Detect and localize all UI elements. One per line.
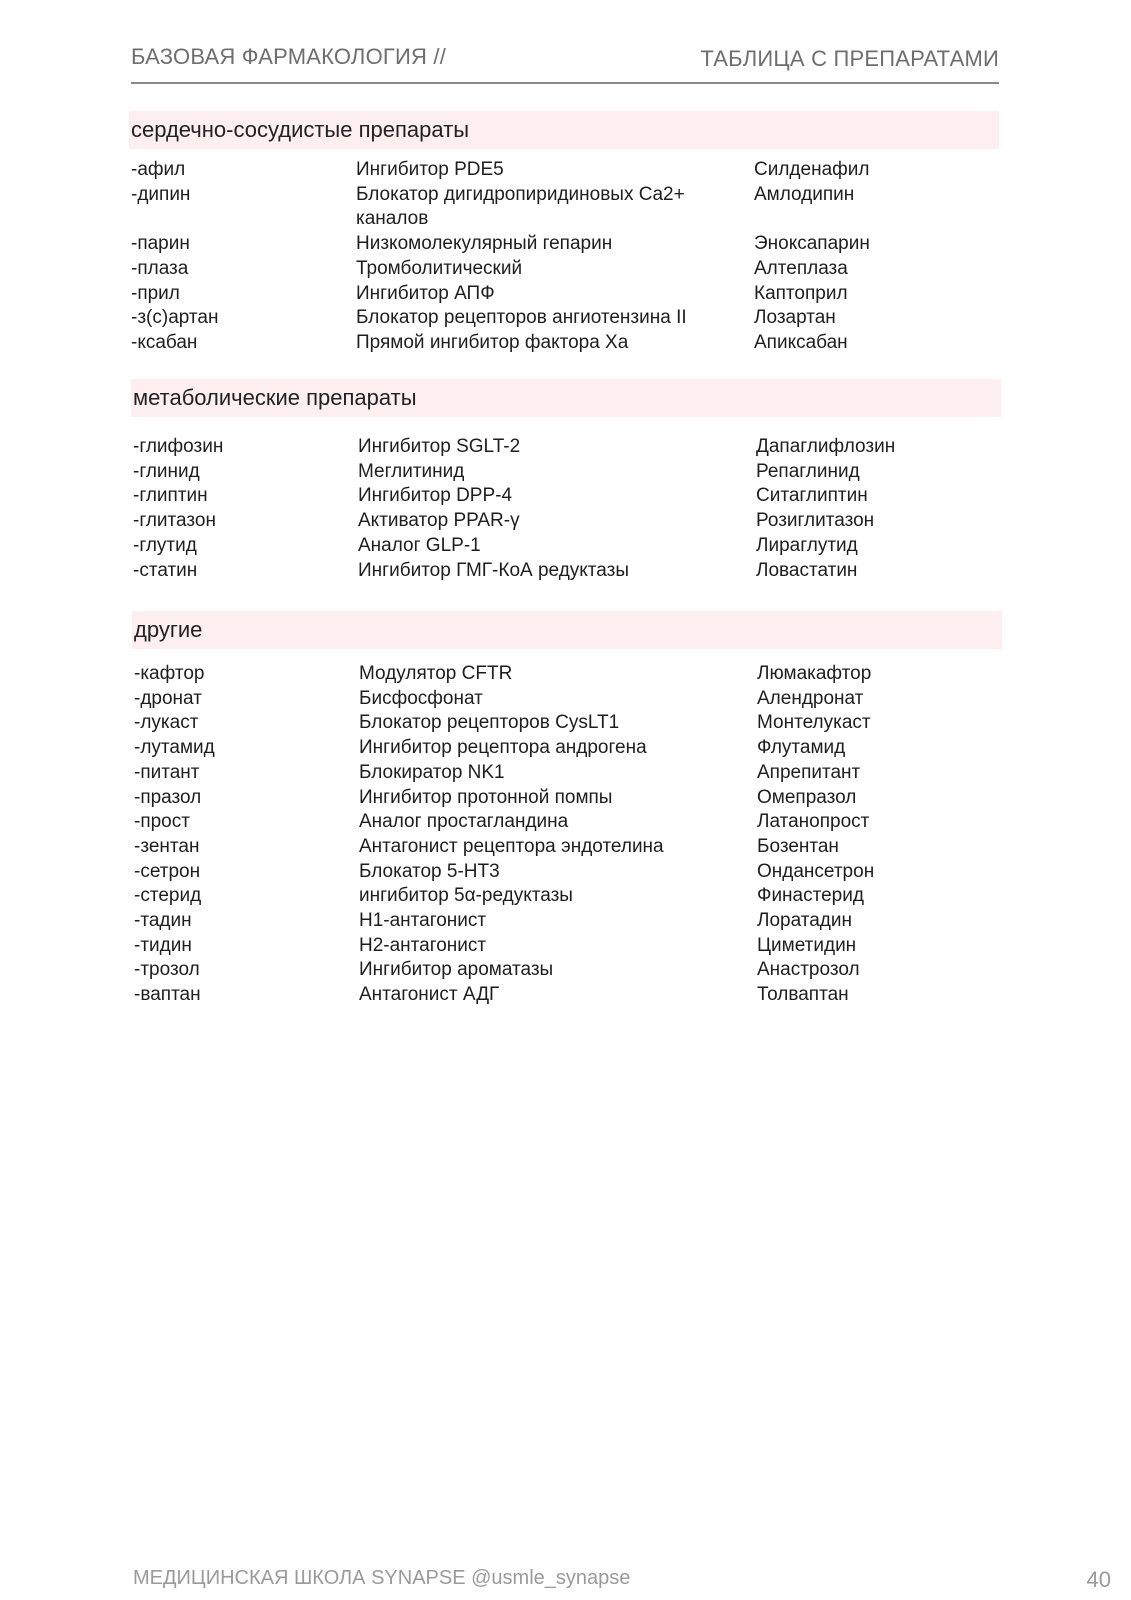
section-title: другие <box>132 611 1002 649</box>
drug-class: Ингибитор рецептора андрогена <box>359 737 647 759</box>
drug-table <box>132 662 1002 1008</box>
drug-table <box>131 435 1001 583</box>
table-row <box>131 534 1001 559</box>
table-row <box>129 306 999 331</box>
drug-suffix: -тидин <box>134 934 192 956</box>
table-row <box>132 983 1002 1008</box>
table-row <box>132 810 1002 835</box>
drug-suffix: -дронат <box>134 687 202 709</box>
drug-example: Апиксабан <box>754 331 848 353</box>
drug-example: Флутамид <box>757 737 846 759</box>
drug-suffix: -сетрон <box>134 860 201 882</box>
drug-class: Ингибитор протонной помпы <box>359 786 613 808</box>
drug-suffix: -трозол <box>134 959 200 981</box>
table-row <box>131 559 1001 584</box>
drug-suffix: -парин <box>131 233 190 255</box>
table-row <box>132 958 1002 983</box>
drug-example: Ситаглиптин <box>756 485 868 507</box>
drug-suffix: -ваптан <box>134 984 201 1006</box>
table-row <box>132 786 1002 811</box>
drug-class: H2-антагонист <box>359 934 487 956</box>
drug-example: Бозентан <box>757 835 839 857</box>
drug-example: Анастрозол <box>757 959 860 981</box>
drug-class: Аналог простагландина <box>359 811 569 833</box>
drug-class: Ингибитор АПФ <box>356 282 495 304</box>
drug-class: Антагонист АДГ <box>359 984 500 1006</box>
section-other <box>132 611 1002 1008</box>
table-row <box>129 331 999 356</box>
drug-class: Меглитинид <box>358 460 465 482</box>
header-subtitle: ТАБЛИЦА С ПРЕПАРАТАМИ <box>700 46 999 71</box>
drug-suffix: -глутид <box>133 534 197 556</box>
drug-suffix: -прост <box>134 811 190 833</box>
table-row <box>132 835 1002 860</box>
drug-example: Финастерид <box>757 885 864 907</box>
drug-class: Ингибитор PDE5 <box>356 159 504 180</box>
drug-suffix: -кафтор <box>134 663 205 684</box>
table-row <box>132 662 1002 687</box>
drug-suffix: -з(с)артан <box>131 307 219 329</box>
table-row <box>132 860 1002 885</box>
drug-suffix: -прил <box>131 282 180 304</box>
drug-class: Ингибитор DPP-4 <box>358 485 513 507</box>
drug-suffix: -плаза <box>131 257 189 279</box>
drug-example: Циметидин <box>757 934 857 956</box>
drug-example: Ондансетрон <box>757 860 875 882</box>
drug-suffix: -глифозин <box>133 436 224 457</box>
header-title: БАЗОВАЯ ФАРМАКОЛОГИЯ // <box>131 44 447 69</box>
table-row <box>132 884 1002 909</box>
drug-class: Низкомолекулярный гепарин <box>356 233 613 255</box>
page-header <box>131 42 999 84</box>
drug-class: Модулятор CFTR <box>359 663 513 684</box>
drug-class: Блокатор рецепторов CysLT1 <box>359 712 620 734</box>
drug-example: Лоратадин <box>757 910 852 932</box>
drug-suffix: -глиптин <box>133 485 208 507</box>
table-row <box>132 909 1002 934</box>
drug-class: Ингибитор SGLT-2 <box>358 436 521 457</box>
drug-suffix: -глитазон <box>133 510 216 532</box>
drug-suffix: -лутамид <box>134 737 215 759</box>
drug-example: Лозартан <box>754 307 836 329</box>
drug-example: Ловастатин <box>756 559 858 581</box>
drug-table <box>129 158 999 356</box>
drug-example: Амлодипин <box>754 183 855 205</box>
table-row <box>131 484 1001 509</box>
table-row <box>132 711 1002 736</box>
drug-class: Блокатор рецепторов ангиотензина II <box>356 307 687 329</box>
drug-class: Бисфосфонат <box>359 687 483 709</box>
section-title: сердечно-сосудистые препараты <box>129 111 999 149</box>
drug-class: Ингибитор ароматазы <box>359 959 554 981</box>
drug-suffix: -стерид <box>134 885 202 907</box>
drug-suffix: -зентан <box>134 835 200 857</box>
drug-example: Люмакафтор <box>757 663 872 684</box>
drug-class: Блокатор дигидропиридиновых Ca2+ каналов <box>356 183 685 230</box>
table-row <box>132 934 1002 959</box>
drug-example: Монтелукаст <box>757 712 871 734</box>
table-row <box>131 435 1001 460</box>
drug-example: Каптоприл <box>754 282 848 304</box>
drug-example: Силденафил <box>754 159 870 180</box>
drug-class: Аналог GLP-1 <box>358 534 481 556</box>
drug-example: Омепразол <box>757 786 857 808</box>
drug-class: H1-антагонист <box>359 910 487 932</box>
drug-class: Тромболитический <box>356 257 523 279</box>
drug-class: Активатор PPAR-γ <box>358 510 520 532</box>
drug-example: Репаглинид <box>756 460 860 482</box>
table-row <box>132 687 1002 712</box>
section-title: метаболические препараты <box>131 379 1001 417</box>
drug-class: Антагонист рецептора эндотелина <box>359 835 664 857</box>
table-row <box>129 257 999 282</box>
drug-suffix: -тадин <box>134 910 192 932</box>
drug-example: Апрепитант <box>757 761 861 783</box>
drug-class: Ингибитор ГМГ-КоА редуктазы <box>358 559 630 581</box>
drug-example: Лираглутид <box>756 534 858 556</box>
table-row <box>132 736 1002 761</box>
drug-example: Розиглитазон <box>756 510 875 532</box>
drug-class: Прямой ингибитор фактора Ха <box>356 331 629 353</box>
page-number: 40 <box>1086 1567 1111 1592</box>
drug-suffix: -лукаст <box>134 712 199 734</box>
section-cardiovascular <box>129 111 999 356</box>
drug-example: Алендронат <box>757 687 864 709</box>
drug-suffix: -глинид <box>133 460 200 482</box>
drug-suffix: -афил <box>131 159 186 180</box>
drug-example: Алтеплаза <box>754 257 848 279</box>
table-row <box>131 509 1001 534</box>
table-row <box>129 282 999 307</box>
drug-class: Блокатор 5-HT3 <box>359 860 500 882</box>
table-row <box>131 460 1001 485</box>
drug-class: ингибитор 5α-редуктазы <box>359 885 573 907</box>
drug-example: Эноксапарин <box>754 233 870 255</box>
table-row <box>129 232 999 257</box>
footer-school: МЕДИЦИНСКАЯ ШКОЛА SYNAPSE @usmle_synapse <box>133 1567 631 1589</box>
drug-suffix: -ксабан <box>131 331 198 353</box>
drug-example: Дапаглифлозин <box>756 436 896 457</box>
table-row <box>129 183 999 232</box>
drug-suffix: -статин <box>133 559 198 581</box>
section-metabolic <box>131 379 1001 583</box>
drug-suffix: -питант <box>134 761 200 783</box>
drug-example: Латанопрост <box>757 811 870 833</box>
drug-class: Блокиратор NK1 <box>359 761 505 783</box>
drug-example: Толваптан <box>757 984 849 1006</box>
table-row <box>129 158 999 183</box>
drug-suffix: -дипин <box>131 183 191 205</box>
table-row <box>132 761 1002 786</box>
drug-suffix: -празол <box>134 786 202 808</box>
